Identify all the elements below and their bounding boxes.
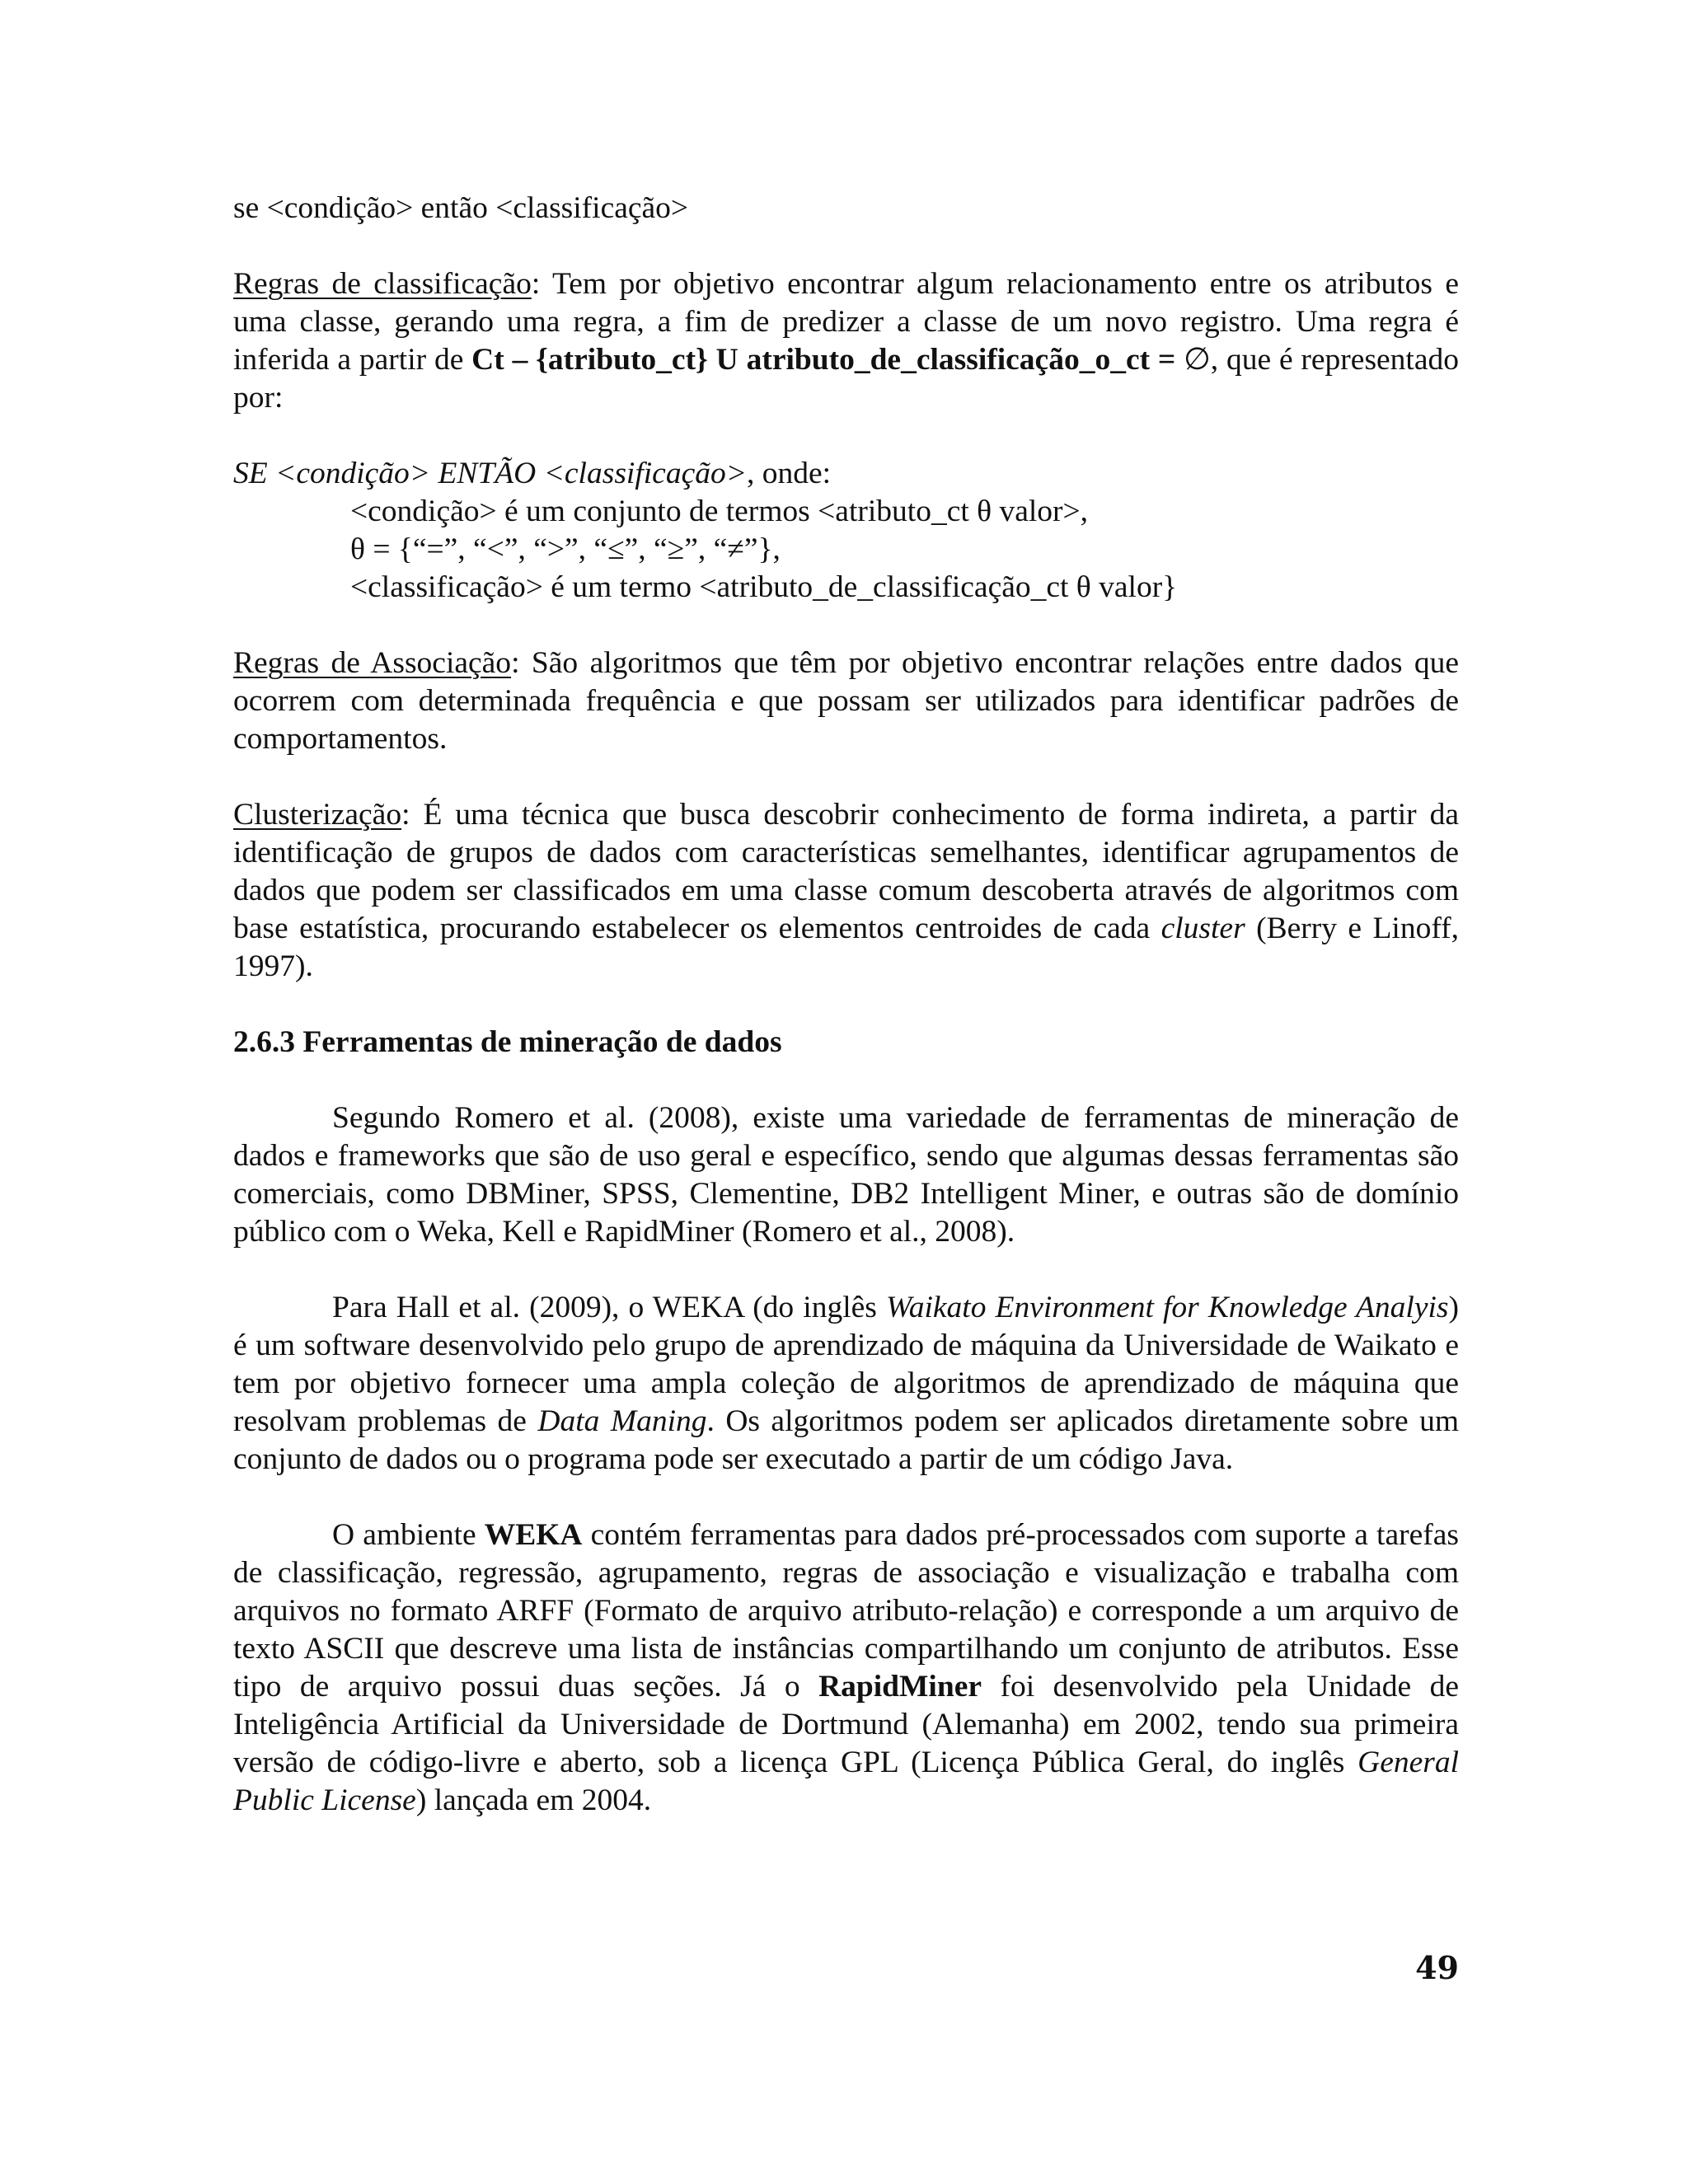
weka-rapidminer-paragraph — [233, 1516, 1459, 1820]
clustering-paragraph — [233, 796, 1459, 986]
weka-text-c: . Os algoritmos podem ser aplicados diretamente sobre um conjunto de dados ou o programa pode ser executado a partir de um código Java. — [233, 1404, 1459, 1476]
weka-text-b: ) é um software desenvolvido pelo grupo de aprendizado de máquina da Universidade de Waikato e tem por objetivo fornecer uma ampla coleção de algoritmos de aprendizado de máquina que resolvam problemas de — [233, 1291, 1459, 1438]
classification-rules-label: Regras de classificação — [233, 267, 532, 301]
env-bold-rapidminer: RapidMiner — [818, 1670, 982, 1704]
clustering-label: Clusterização — [233, 798, 402, 832]
env-bold-weka: WEKA — [484, 1518, 583, 1552]
classification-text-b: ∅, que é representado por: — [233, 343, 1459, 415]
tools-paragraph-1: Segundo Romero et al. (2008), existe uma variedade de ferramentas de mineração de dados e frameworks que são de uso geral e específico, sendo que algumas dessas ferramentas são comerciais, como DBMiner, SPSS, Clementine, DB2 Intelligent Miner, e outras são de domínio público com o Weka, Kell e RapidMiner (Romero et al., 2008). — [233, 1101, 1459, 1249]
clustering-text-b: (Berry e Linoff, 1997). — [233, 912, 1459, 983]
env-text-c: foi desenvolvido pela Unidade de Inteligência Artificial da Universidade de Dortmund (Alemanha) em 2002, tendo sua primeira versão de código-livre e aberto, sob a licença GPL (Licença Pública Geral, do inglês — [233, 1670, 1459, 1779]
classification-rules-paragraph — [233, 265, 1459, 417]
clustering-italic-term: cluster — [1160, 912, 1245, 945]
spacer — [233, 417, 1459, 455]
spacer — [233, 1251, 1459, 1289]
spacer — [233, 607, 1459, 644]
spacer — [233, 986, 1459, 1024]
association-rules-paragraph — [233, 644, 1459, 758]
weka-text-a: Para Hall et al. (2009), o WEKA (do inglês — [332, 1291, 886, 1324]
spacer — [233, 1062, 1459, 1099]
rule-head-italic: SE <condição> ENTÃO <classificação> — [233, 457, 748, 490]
weka-italic-data-maning: Data Maning — [537, 1404, 707, 1438]
rule-line-classification: <classificação> é um termo <atributo_de_classificação_ct θ valor} — [350, 570, 1178, 604]
section-heading: 2.6.3 Ferramentas de mineração de dados — [233, 1025, 782, 1059]
env-text-d: ) lançada em 2004. — [415, 1783, 652, 1817]
env-text-a: O ambiente — [332, 1518, 485, 1552]
rule-line-condition: <condição> é um conjunto de termos <atributo_ct θ valor>, — [350, 494, 1089, 528]
intro-line: se <condição> então <classificação> — [233, 191, 689, 225]
spacer — [233, 227, 1459, 265]
rule-line-theta: θ = {“=”, “<”, “>”, “≤”, “≥”, “≠”}, — [350, 532, 781, 566]
weka-paragraph — [233, 1289, 1459, 1479]
clustering-text-a: : É uma técnica que busca descobrir conhecimento de forma indireta, a partir da identificação de grupos de dados com características semelhantes, identificar agrupamentos de dados que podem ser classificados em uma classe comum descoberta através de algoritmos com base estatística, procurando estabelecer os elementos centroides de cada — [233, 798, 1459, 945]
classification-text-a: : Tem por objetivo encontrar algum relacionamento entre os atributos e uma classe, gerando uma regra, a fim de predizer a classe de um novo registro. Uma regra é inferida a partir de — [233, 267, 1459, 377]
association-rules-text: : São algoritmos que têm por objetivo encontrar relações entre dados que ocorrem com determinada frequência e que possam ser utilizados para identificar padrões de comportamentos. — [233, 646, 1459, 756]
page-body — [233, 190, 1459, 1820]
env-text-b: contém ferramentas para dados pré-processados com suporte a tarefas de classificação, regressão, agrupamento, regras de associação e visualização e trabalha com arquivos no formato ARFF (Formato de arquivo atributo-relação) e corresponde a um arquivo de texto ASCII que descreve uma lista de instâncias compartilhando um conjunto de atributos. Esse tipo de arquivo possui duas seções. Já o — [233, 1518, 1459, 1704]
classification-formula: Ct – {atributo_ct} U atributo_de_classificação_o_ct = — [471, 343, 1176, 377]
page-number: 49 — [1415, 1949, 1459, 1986]
spacer — [233, 1479, 1459, 1516]
rule-head-tail: , onde: — [747, 457, 832, 490]
association-rules-label: Regras de Associação — [233, 646, 512, 680]
env-italic-gpl: General Public License — [233, 1746, 1459, 1817]
spacer — [233, 758, 1459, 796]
rule-head — [233, 455, 1459, 493]
weka-italic-name: Waikato Environment for Knowledge Analyis — [885, 1291, 1449, 1324]
